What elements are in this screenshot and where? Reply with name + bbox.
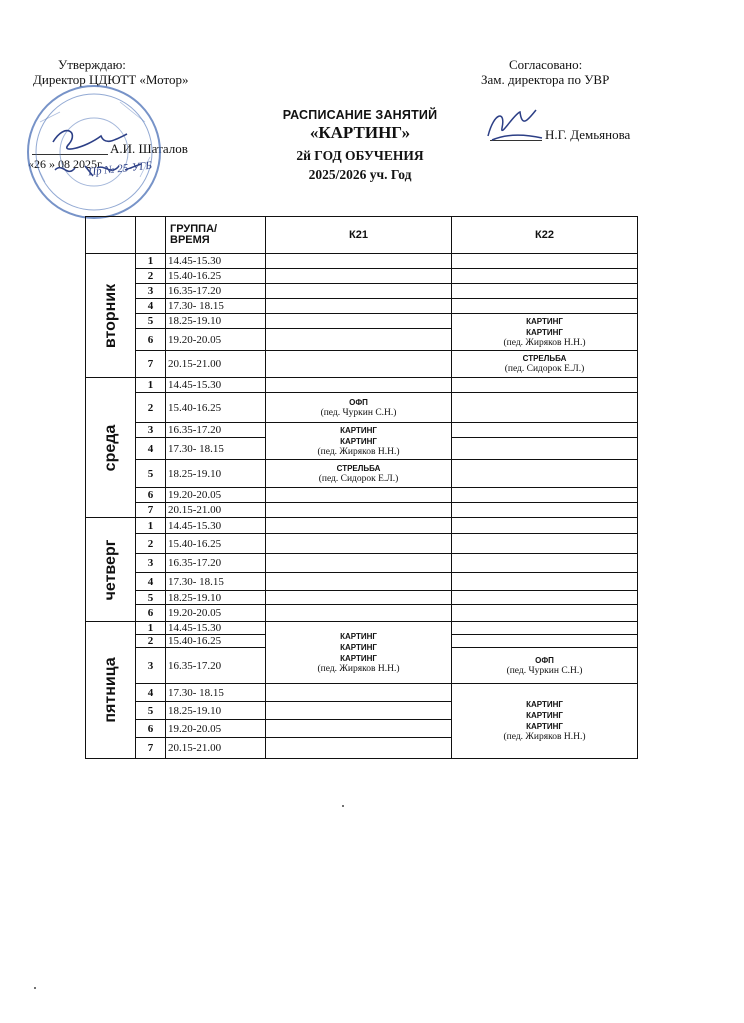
- slot-number: 7: [136, 503, 166, 518]
- table-row: [86, 460, 638, 488]
- slot-time: 16.35-17.20: [166, 554, 266, 573]
- table-row: [86, 351, 638, 378]
- cell-k21: [266, 573, 452, 591]
- header-k22: К22: [452, 217, 638, 254]
- header-empty-cell: [86, 217, 136, 254]
- day-cell-thursday: [86, 518, 136, 622]
- table-row: [86, 534, 638, 554]
- slot-number: 6: [136, 329, 166, 351]
- slot-time: 14.45-15.30: [166, 518, 266, 534]
- table-row: [86, 503, 638, 518]
- activity-title: КАРТИНГ: [340, 653, 377, 663]
- activity-shooting: [452, 351, 638, 378]
- slot-number: 7: [136, 351, 166, 378]
- cell-k22: [452, 488, 638, 503]
- header-empty-cell: [136, 217, 166, 254]
- approve-date: «26 » 08 2025г.: [28, 157, 104, 171]
- cell-k21: [266, 488, 452, 503]
- day-cell-wednesday: [86, 378, 136, 518]
- header-group-label: ГРУППА/: [170, 223, 218, 235]
- cell-k21: [266, 284, 452, 299]
- slot-number: 2: [136, 269, 166, 284]
- cell-k21: [266, 503, 452, 518]
- slot-time: 17.30- 18.15: [166, 573, 266, 591]
- cell-k22: [452, 573, 638, 591]
- cell-k22: [452, 534, 638, 554]
- table-row: [86, 488, 638, 503]
- activity-title: КАРТИНГ: [526, 722, 563, 731]
- activity-teacher: (пед. Чуркин С.Н.): [320, 407, 397, 418]
- slot-number: 6: [136, 720, 166, 738]
- cell-k21: [266, 378, 452, 393]
- slot-time: 19.20-20.05: [166, 488, 266, 503]
- table-row: [86, 605, 638, 622]
- cell-k21: [266, 554, 452, 573]
- cell-k21: [266, 329, 452, 351]
- cell-k22: [452, 554, 638, 573]
- cell-k21: [266, 351, 452, 378]
- slot-time: 20.15-21.00: [166, 503, 266, 518]
- activity-title: КАРТИНГ: [340, 436, 377, 446]
- activity-ofp: [266, 393, 452, 423]
- activity-title: КАРТИНГ: [526, 700, 563, 709]
- slot-time: 17.30- 18.15: [166, 299, 266, 314]
- activity-title: КАРТИНГ: [526, 711, 563, 720]
- day-cell-tuesday: [86, 254, 136, 378]
- cell-k22: [452, 460, 638, 488]
- activity-title: КАРТИНГ: [340, 631, 377, 641]
- activity-title: КАРТИНГ: [526, 316, 563, 326]
- table-row: [86, 684, 638, 702]
- slot-time: 15.40-16.25: [166, 393, 266, 423]
- slot-time: 18.25-19.10: [166, 314, 266, 329]
- activity-title: КАРТИНГ: [340, 642, 377, 652]
- agree-sign-line: [490, 140, 542, 141]
- activity-karting: [266, 423, 452, 460]
- cell-k22: [452, 635, 638, 648]
- handwritten-order-note: Пр № 25-УГБ: [87, 159, 153, 179]
- slot-time: 16.35-17.20: [166, 284, 266, 299]
- slot-number: 2: [136, 393, 166, 423]
- table-row: [86, 393, 638, 423]
- cell-k22: [452, 269, 638, 284]
- title-line-3: 2й ГОД ОБУЧЕНИЯ: [296, 148, 424, 163]
- slot-time: 18.25-19.10: [166, 591, 266, 605]
- activity-title: КАРТИНГ: [526, 327, 563, 337]
- approve-name: А.И. Шаталов: [110, 141, 188, 156]
- slot-number: 2: [136, 534, 166, 554]
- title-line-1: РАСПИСАНИЕ ЗАНЯТИЙ: [282, 108, 438, 122]
- slot-number: 4: [136, 299, 166, 314]
- activity-teacher: (пед. Жиряков Н.Н.): [503, 732, 586, 742]
- slot-time: 14.45-15.30: [166, 378, 266, 393]
- cell-k22: [452, 605, 638, 622]
- cell-k21: [266, 605, 452, 622]
- activity-teacher: (пед. Чуркин С.Н.): [506, 665, 583, 676]
- cell-k22: [452, 393, 638, 423]
- slot-number: 5: [136, 591, 166, 605]
- slot-number: 3: [136, 648, 166, 684]
- day-cell-friday: [86, 622, 136, 759]
- agree-label: Согласовано:: [509, 57, 583, 72]
- day-label: четверг: [101, 539, 119, 600]
- slot-time: 19.20-20.05: [166, 605, 266, 622]
- day-label: среда: [101, 424, 119, 471]
- slot-time: 14.45-15.30: [166, 254, 266, 269]
- approve-position: Директор ЦДЮТТ «Мотор»: [33, 72, 189, 87]
- table-row: [86, 299, 638, 314]
- table-row: [86, 378, 638, 393]
- scan-speck: [34, 987, 36, 989]
- agree-position: Зам. директора по УВР: [481, 72, 610, 87]
- slot-time: 19.20-20.05: [166, 720, 266, 738]
- slot-number: 6: [136, 605, 166, 622]
- slot-number: 3: [136, 284, 166, 299]
- slot-number: 2: [136, 635, 166, 648]
- cell-k22: [452, 518, 638, 534]
- table-row: [86, 269, 638, 284]
- slot-time: 15.40-16.25: [166, 534, 266, 554]
- title-line-4: 2025/2026 уч. Год: [308, 167, 412, 182]
- title-line-2: «КАРТИНГ»: [309, 123, 411, 142]
- cell-k22: [452, 254, 638, 269]
- slot-number: 7: [136, 738, 166, 759]
- slot-time: 17.30- 18.15: [166, 684, 266, 702]
- slot-number: 4: [136, 684, 166, 702]
- slot-time: 18.25-19.10: [166, 460, 266, 488]
- table-row: [86, 554, 638, 573]
- slot-number: 4: [136, 438, 166, 460]
- table-row: [86, 591, 638, 605]
- cell-k22: [452, 299, 638, 314]
- activity-teacher: (пед. Сидорок Е.Л.): [504, 364, 585, 374]
- table-row: [86, 314, 638, 329]
- cell-k22: [452, 622, 638, 635]
- table-row: [86, 573, 638, 591]
- header-time-label: ВРЕМЯ: [170, 234, 210, 246]
- day-label: пятница: [101, 657, 119, 723]
- cell-k21: [266, 314, 452, 329]
- cell-k22: [452, 503, 638, 518]
- slot-number: 3: [136, 423, 166, 438]
- cell-k21: [266, 299, 452, 314]
- activity-karting: [452, 684, 638, 759]
- slot-number: 1: [136, 518, 166, 534]
- slot-time: 16.35-17.20: [166, 648, 266, 684]
- cell-k21: [266, 518, 452, 534]
- slot-time: 17.30- 18.15: [166, 438, 266, 460]
- cell-k21: [266, 738, 452, 759]
- table-row: [86, 423, 638, 438]
- slot-number: 1: [136, 254, 166, 269]
- header-group-time: [166, 217, 266, 254]
- slot-time: 20.15-21.00: [166, 351, 266, 378]
- header-k21: К21: [266, 217, 452, 254]
- activity-karting: [452, 314, 638, 351]
- cell-k22: [452, 438, 638, 460]
- cell-k22: [452, 423, 638, 438]
- activity-title: ОФП: [349, 397, 368, 407]
- table-row: [86, 284, 638, 299]
- cell-k22: [452, 591, 638, 605]
- approve-label: Утверждаю:: [58, 57, 126, 72]
- activity-title: СТРЕЛЬБА: [522, 354, 567, 363]
- slot-time: 19.20-20.05: [166, 329, 266, 351]
- scan-speck: [342, 805, 344, 807]
- slot-number: 1: [136, 378, 166, 393]
- approve-sign-line: [32, 154, 108, 155]
- slot-number: 5: [136, 702, 166, 720]
- cell-k21: [266, 534, 452, 554]
- table-row: [86, 622, 638, 635]
- cell-k21: [266, 702, 452, 720]
- activity-teacher: (пед. Сидорок Е.Л.): [318, 473, 399, 484]
- activity-title: ОФП: [535, 655, 554, 665]
- cell-k21: [266, 269, 452, 284]
- cell-k21: [266, 591, 452, 605]
- cell-k21: [266, 684, 452, 702]
- slot-number: 5: [136, 314, 166, 329]
- slot-time: 15.40-16.25: [166, 269, 266, 284]
- slot-number: 3: [136, 554, 166, 573]
- activity-teacher: (пед. Жиряков Н.Н.): [317, 663, 400, 674]
- activity-title: КАРТИНГ: [340, 425, 377, 435]
- activity-teacher: (пед. Жиряков Н.Н.): [317, 446, 400, 457]
- slot-number: 1: [136, 622, 166, 635]
- table-header-row: [86, 217, 638, 254]
- day-label: вторник: [101, 283, 119, 348]
- agree-name: Н.Г. Демьянова: [545, 127, 631, 142]
- activity-shooting: [266, 460, 452, 488]
- cell-k22: [452, 378, 638, 393]
- activity-ofp: [452, 648, 638, 684]
- slot-time: 18.25-19.10: [166, 702, 266, 720]
- slot-time: 14.45-15.30: [166, 622, 266, 635]
- activity-karting: [266, 622, 452, 684]
- table-row: [86, 518, 638, 534]
- cell-k21: [266, 254, 452, 269]
- slot-number: 5: [136, 460, 166, 488]
- activity-teacher: (пед. Жиряков Н.Н.): [503, 337, 586, 348]
- cell-k22: [452, 284, 638, 299]
- slot-number: 6: [136, 488, 166, 503]
- activity-title: СТРЕЛЬБА: [336, 463, 381, 473]
- slot-time: 15.40-16.25: [166, 635, 266, 648]
- table-row: [86, 254, 638, 269]
- cell-k21: [266, 720, 452, 738]
- schedule-table: [85, 216, 638, 759]
- slot-time: 16.35-17.20: [166, 423, 266, 438]
- slot-time: 20.15-21.00: [166, 738, 266, 759]
- slot-number: 4: [136, 573, 166, 591]
